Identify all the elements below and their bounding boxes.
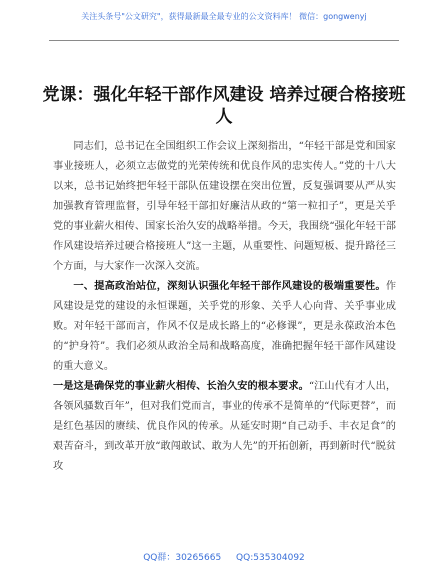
paragraph-section-1 xyxy=(53,277,396,377)
document-title: 党课：强化年轻干部作风建设 培养过硬合格接班人 xyxy=(42,85,406,127)
paragraph-point-1 xyxy=(53,377,396,477)
footer-qq-group: QQ群：30265665 xyxy=(143,553,222,563)
document-body xyxy=(53,137,396,477)
point-1-heading: 一是这是确保党的事业薪火相传、长治久安的根本要求。 xyxy=(53,381,309,392)
point-1-text: “江山代有才人出，各领风骚数百年”，但对我们党而言，事业的传承不是简单的“代际更替”，而是红色基因的赓续、优良作风的传承。从延安时期“自己动手、丰衣足食”的艰苦奋斗，到改革开放“敢闯敢试、敢为人先”的开拓创新，再到新时代“脱贫攻 xyxy=(53,381,396,472)
section-1-heading: 一、提高政治站位，深刻认识强化年轻干部作风建设的极端重要性。 xyxy=(73,281,386,292)
paragraph-intro: 同志们，总书记在全国组织工作会议上深刻指出，“年轻干部是党和国家事业接班人，必须立志做党的光荣传统和优良作风的忠实传人。”党的十八大以来，总书记始终把年轻干部队伍建设摆在突出位置，反复强调要从严从实加强教育管理监督，引导年轻干部扣好廉洁从政的“第一粒扣子”，更是关乎党的事业薪火相传、国家长治久安的战略举措。今天，我围绕“强化年轻干部作风建设培养过硬合格接班人”这一主题，从重要性、问题短板、提升路径三个方面，与大家作一次深入交流。 xyxy=(53,141,396,272)
header-note: 关注头条号"公文研究"，获得最新最全最专业的公文资料库！ 微信：gongwenyj xyxy=(81,12,367,21)
footer-contact xyxy=(0,550,448,563)
section-1-text: 作风建设是党的建设的永恒课题，关乎党的形象、关乎人心向背、关乎事业成败。对年轻干部而言，作风不仅是成长路上的“必修课”，更是永葆政治本色的“护身符”。我们必须从政治全局和战略高度，准确把握年轻干部作风建设的重大意义。 xyxy=(53,281,396,372)
header-divider xyxy=(49,40,399,41)
footer-qq: QQ:535304092 xyxy=(236,553,305,563)
